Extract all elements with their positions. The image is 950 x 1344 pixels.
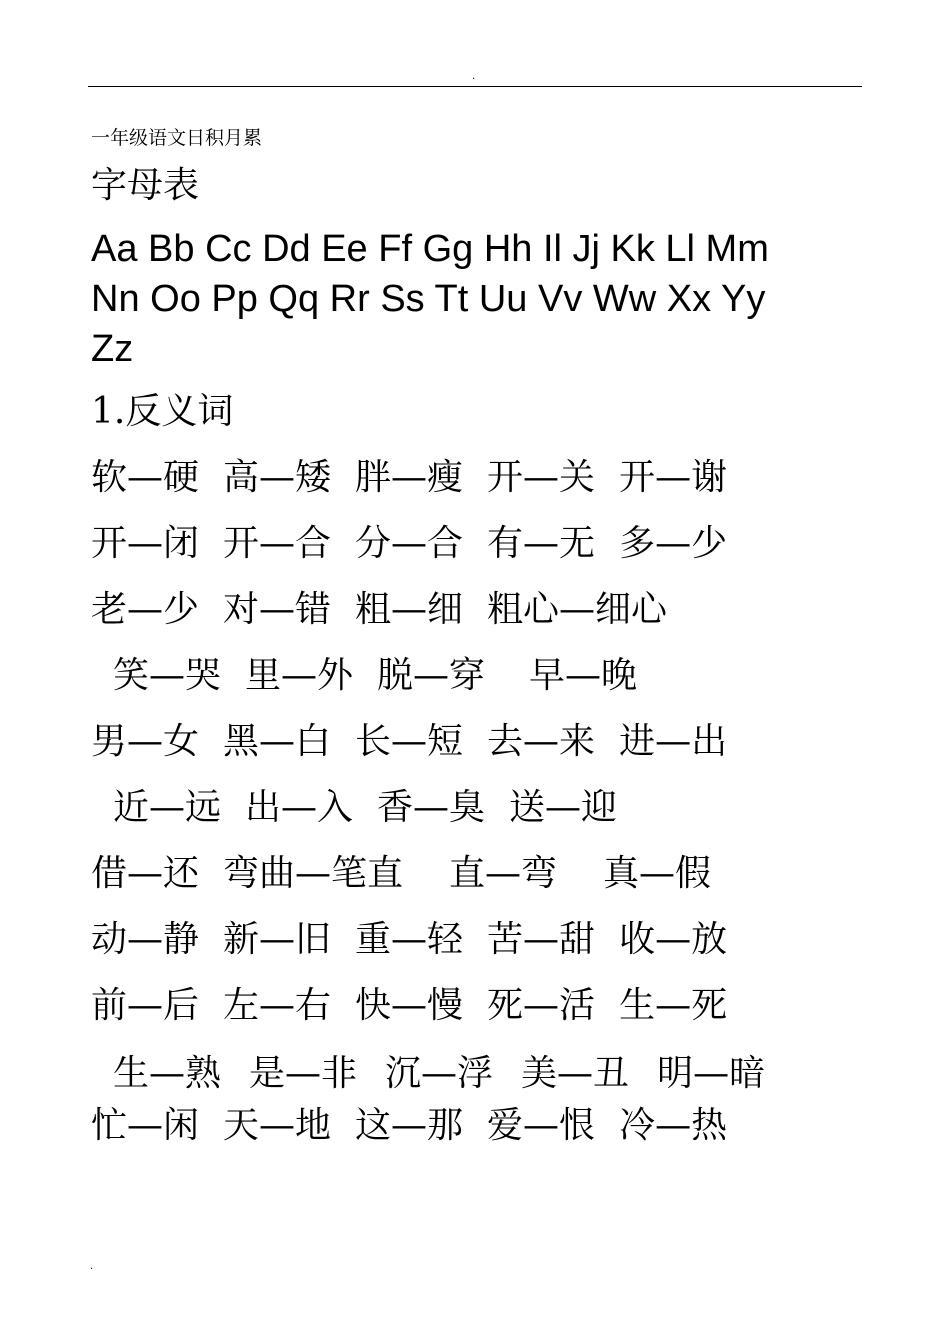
antonym-pair: 美—丑	[521, 1053, 630, 1094]
antonym-pair: 开—关	[487, 457, 596, 498]
antonym-row	[91, 918, 727, 962]
header-mark: .	[472, 71, 476, 82]
alphabet-line: Zz	[91, 328, 134, 370]
antonym-pair: 长—短	[355, 721, 464, 762]
antonym-pair: 里—外	[245, 655, 354, 696]
antonym-pair: 真—假	[603, 853, 712, 894]
antonym-pair: 生—死	[619, 985, 728, 1026]
antonym-pair: 对—错	[223, 589, 332, 630]
antonym-pair: 送—迎	[509, 787, 618, 828]
antonym-row	[91, 852, 711, 896]
antonym-pair: 收—放	[619, 919, 728, 960]
antonym-pair: 近—远	[113, 787, 222, 828]
antonym-pair: 动—静	[91, 919, 200, 960]
antonym-pair: 进—出	[619, 721, 728, 762]
antonym-pair: 开—谢	[619, 457, 728, 498]
antonym-pair: 有—无	[487, 523, 596, 564]
header-rule	[88, 86, 862, 87]
antonym-pair: 是—非	[249, 1053, 358, 1094]
antonym-pair: 笑—哭	[113, 655, 222, 696]
footer-mark: .	[90, 1261, 94, 1272]
alphabet-line: Nn Oo Pp Qq Rr Ss Tt Uu Vv Ww Xx Yy	[91, 278, 766, 320]
antonym-pair: 重—轻	[355, 919, 464, 960]
antonym-pair: 弯曲—笔直	[223, 853, 404, 894]
antonym-pair: 香—臭	[377, 787, 486, 828]
antonym-pair: 这—那	[355, 1105, 464, 1146]
antonym-pair: 开—合	[223, 523, 332, 564]
antonym-pair: 快—慢	[355, 985, 464, 1026]
antonym-pair: 软—硬	[91, 457, 200, 498]
alphabet-heading: 字母表	[91, 165, 200, 206]
antonym-pair: 老—少	[91, 589, 200, 630]
antonym-pair: 前—后	[91, 985, 200, 1026]
antonym-row	[91, 984, 727, 1028]
antonyms-heading: 1.反义词	[91, 391, 234, 432]
antonym-row	[91, 786, 617, 830]
antonym-row	[91, 1052, 765, 1096]
antonym-pair: 天—地	[223, 1105, 332, 1146]
document-subtitle: 一年级语文日积月累	[91, 127, 263, 149]
antonym-pair: 冷—热	[619, 1105, 728, 1146]
antonym-pair: 沉—浮	[385, 1053, 494, 1094]
antonym-pair: 脱—穿	[377, 655, 486, 696]
antonym-pair: 明—暗	[657, 1053, 766, 1094]
antonym-pair: 苦—甜	[487, 919, 596, 960]
antonym-pair: 去—来	[487, 721, 596, 762]
antonym-pair: 粗—细	[355, 589, 464, 630]
antonym-pair: 出—入	[245, 787, 354, 828]
antonym-pair: 爱—恨	[487, 1105, 596, 1146]
antonym-row	[91, 522, 727, 566]
alphabet-block	[91, 224, 861, 374]
antonym-pair: 分—合	[355, 523, 464, 564]
antonym-pair: 直—弯	[449, 853, 558, 894]
antonym-pair: 多—少	[619, 523, 728, 564]
antonym-row	[91, 720, 727, 764]
antonym-pair: 新—旧	[223, 919, 332, 960]
antonym-pair: 高—矮	[223, 457, 332, 498]
alphabet-line: Aa Bb Cc Dd Ee Ff Gg Hh Il Jj Kk Ll Mm	[91, 228, 769, 270]
antonym-pair: 早—晚	[529, 655, 638, 696]
antonym-pair: 粗心—细心	[487, 589, 668, 630]
antonym-pair: 开—闭	[91, 523, 200, 564]
antonym-pair: 借—还	[91, 853, 200, 894]
antonym-pair: 死—活	[487, 985, 596, 1026]
antonym-pair: 左—右	[223, 985, 332, 1026]
antonym-pair: 忙—闲	[91, 1105, 200, 1146]
antonym-row	[91, 456, 727, 500]
antonym-pair: 男—女	[91, 721, 200, 762]
antonym-row	[91, 1104, 727, 1148]
antonym-pair: 胖—瘦	[355, 457, 464, 498]
antonym-row	[91, 654, 637, 698]
antonym-row	[91, 588, 667, 632]
antonym-pair: 黑—白	[223, 721, 332, 762]
antonym-pair: 生—熟	[113, 1053, 222, 1094]
